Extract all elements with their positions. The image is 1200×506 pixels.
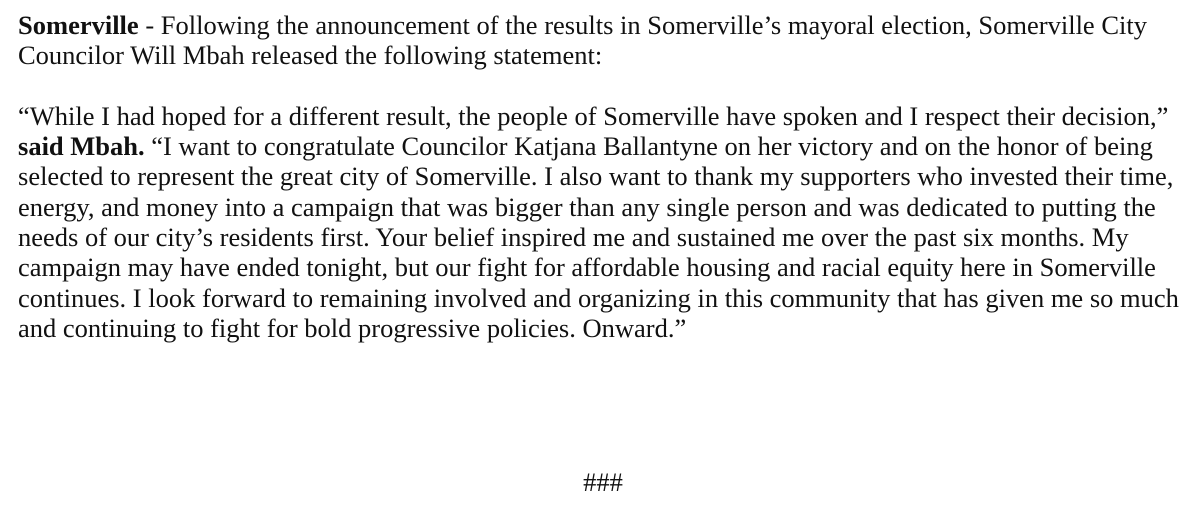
press-release-body — [18, 10, 1188, 374]
quote-continuation: “I want to congratulate Councilor Katjana Ballantyne on her victory and on the honor of being selected to represent the great city of Somerville. I also want to thank my supporters who invested their time, energy, and money into a campaign that was bigger than any single person and was dedicated to putting the needs of our city’s residents first. Your belief inspired me and sustained me over the past six months. My campaign may have ended tonight, but our fight for affordable housing and racial equity here in Somerville continues. I look forward to remaining involved and organizing in this community that has given me so much and continuing to fight for bold progressive policies. Onward.” — [18, 131, 1179, 343]
dateline: Somerville — [18, 10, 139, 40]
quote-opening: “While I had hoped for a different result, the people of Somerville have spoken and I respect their decision,” — [18, 100, 1169, 131]
intro-paragraph — [18, 10, 1188, 71]
intro-text: - Following the announcement of the results in Somerville’s mayoral election, Somerville City Councilor Will Mbah released the following statement: — [18, 10, 1147, 71]
statement-paragraph — [18, 101, 1188, 343]
end-mark: ### — [583, 467, 623, 497]
attribution: said Mbah. — [18, 131, 145, 162]
